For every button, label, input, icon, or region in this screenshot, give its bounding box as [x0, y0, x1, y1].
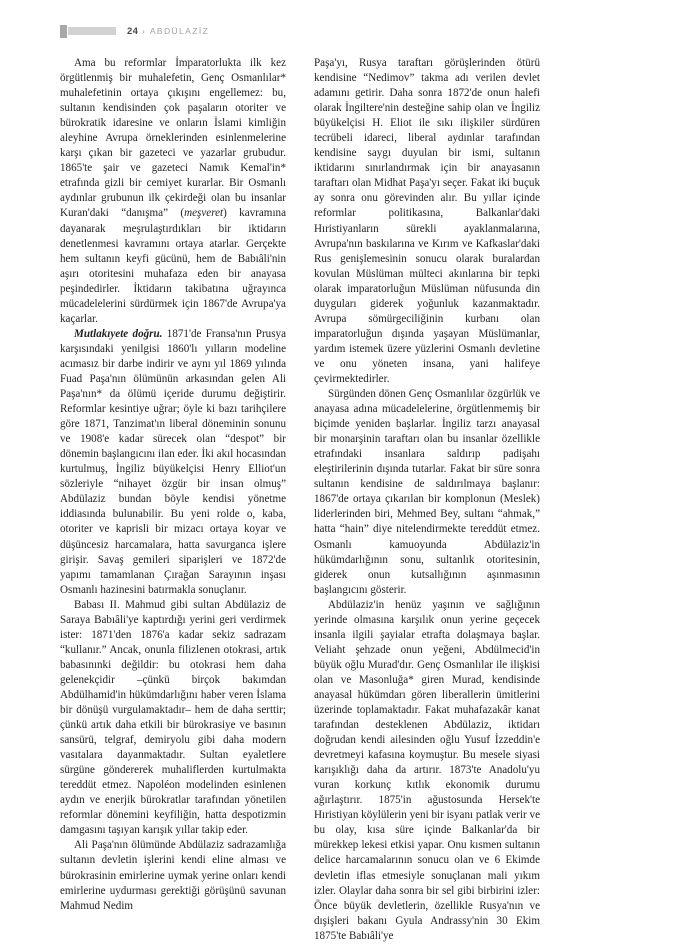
paragraph [60, 598, 286, 839]
paragraph-text: Paşa'yı, Rusya taraftarı görüşlerinden ötürü kendisine “Nedimov” takma adı verilen devlet adamını getirir. Daha sonra 1872'de onun halefi olarak İngiltere'nin desteğine sahip olan ve İngiliz büyükelçisi H. Eliot ile sıkı ilişkiler sürdüren tecrübeli idareci, liberal aydınlar tarafından kendisine saygı duyulan bir ismi, sultanın iktidarını sınırlandırmak için bir anayasanın taraftarı olan Midhat Paşa'yı seçer. Fakat iki buçuk ay sonra onu görevinden alır. Bu yıllar içinde reformlar politikasına, Balkanlar'daki Hıristiyanların sürekli ayaklanmalarına, Avrupa'nın baskılarına ve Kırım ve Kafkaslar'daki Rus genişlemesinin sonucu olarak buralardan kovulan Müslüman mülteci akınlarına bir tepki olarak imparatorluğun Müslüman nüfusunda din duyguları giderek yoğunluk kazanmaktadır. Avrupa sömürgeciliğinin kurbanı olan imparatorluğun dışında yaşayan Müslümanlar, yardım istemek üzere yüzlerini Osmanlı devletine ve onu yöneten insana, yani halifeye çevirmektedirler. [314, 57, 540, 385]
paragraph-text: Ali Paşa'nın ölümünde Abdülaziz sadrazamlığa sultanın devletin işlerini kendi eline alması ve bürokrasinin emirlerine uymak yerine onları kendi emirlerine uydurması gerektiği görüşünü savunan Mahmud Nedim [60, 839, 286, 912]
paragraph [314, 56, 540, 387]
running-head-rule-ornament [68, 27, 116, 35]
paragraph [60, 838, 286, 913]
paragraph-text-continued: ) kavramına dayanarak meşrulaştırdıkları bir iktidarın denetlenmesi kavramını ortaya atarlar. Gerçekte hem sultanın keyfi gücünü, hem de Babıâli'nin aşırı otoritesini muhafaza eden bir anayasa peşindedirler. İktidarın takibatına uğrayınca mücadelelerini sürdürmek için 1867'de Avrupa'ya kaçarlar. [60, 207, 286, 325]
paragraph [314, 387, 540, 598]
body-columns [60, 56, 640, 942]
paragraph-text: Abdülaziz'in henüz yaşının ve sağlığının yerinde olmasına karşılık onun yerine geçecek insanla ilgili şayialar etrafta dolaşmaya başlar. Veliaht şehzade onun yeğeni, Abdülmecid'in büyük oğlu Murad'dır. Genç Osmanlılar ile ilişkisi olan ve Masonluğa* giren Murad, kendisinde anayasal hükümdarı gören liberallerin ümitlerini üzerinde toplamaktadır. Fakat muhafazakâr kanat tarafından desteklenen Abdülaziz, iktidarı doğrudan kendi ailesinden oğlu Yusuf İzzeddin'e devretmeyi kafasına koymuştur. Bu mesele siyasi karışıklığı daha da artırır. 1873'te Anadolu'yu vuran korkunç kıtlık ekonomik durumu ağırlaştırır. 1875'in ağustosunda Hersek'te Hıristiyan köylülerin yeni bir isyanı patlak verir ve bu olay, kısa süre içinde Balkanlar'da bir mürekkep lekesi etkisi yapar. Onu kısmen sultanın delice harcamalarının sonucu olan ve 6 Ekimde devletin iflas etmesiyle sonuçlanan mali yıkım izler. Olaylar daha sonra bir sel gibi birbirini izler: Önce büyük devletlerin, özellikle Rusya'nın ve dışişleri bakanı Gyula Andrassy'nin 30 Ekim 1875'te Babıâli'ye [314, 598, 540, 942]
paragraph [314, 598, 540, 944]
paragraph-run-in-heading: Mutlakıyete doğru. [74, 327, 163, 340]
running-head-title: ABDÜLAZİZ [149, 26, 210, 36]
page-number: 24 [127, 25, 139, 37]
running-head-square-ornament [60, 25, 67, 38]
column-right [314, 56, 540, 942]
paragraph-text: 1871'de Fransa'nın Prusya karşısındaki yenilgisi 1860'lı yılların modeline acımasız bir darbe indirir ve aynı yıl 1869 yılında Fuad Paşa'nın ölümünün arkasından gelen Ali Paşa'nın* da ölümü içeride durumu değiştirir. Reformlar kesintiye uğrar; öyle ki bazı tarihçilere göre 1871, Tanzimat'ın liberal döneminin sonunu ve 1908'e kadar sürecek olan “despot” bir dönemin başlangıcını ilan eder. İki akıl hocasından kurtulmuş, İngiliz büyükelçisi Henry Elliot'un sözleriyle “nihayet özgür bir insan olmuş” Abdülaziz bundan böyle kendisi yönetme iddiasında bulunabilir. Bu yeni rolde o, kaba, otoriter ve kaprisli bir mizacı ortaya koyar ve düşüncesiz harcamalara, hatta savurganca işlere girişir. Savaş gemileri siparişleri ve 1872'de yapımı tamamlanan Çırağan Sarayının inşası Osmanlı hazinesini batırmakla sonuçlanır. [60, 327, 286, 596]
paragraph-text: Ama bu reformlar İmparatorlukta ilk kez örgütlenmiş bir muhalefetin, Genç Osmanlılar* muhalefetinin ortaya çıkışını engellemez: bu, sultanın kendisinden çok paşaların otoriter ve bürokratik idaresine ve onların İslami kimliğin aleyhine Avrupa örneklerinden esinlenmelerine karşı çıkan bir gazeteci ve yazarlar grubudur. 1865'te şair ve gazeteci Namık Kemal'in* etrafında gizli bir cemiyet kurarlar. Bir Osmanlı aydınlar grubunun ilk çekirdeği olan bu insanlar Kuran'daki “danışma” ( [60, 57, 286, 220]
paragraph-text: Sürgünden dönen Genç Osmanlılar özgürlük ve anayasa adına mücadelelerine, örgütlenmemiş bir biçimde yeniden başlarlar. İngiliz tarzı anayasal bir monarşinin taraftarı olan bu insanlar özellikle etrafındaki insanlara saldırıp padişahı eleştirilerinin dışında tutarlar. Fakat bir süre sonra sultanın kendisine de saldırılmaya başlanır: 1867'de ortaya çıkarılan bir komplonun (Meslek) liderlerinden biri, Mehmed Bey, sultanı “ahmak,” hatta “hain” diye nitelendirmekte tereddüt etmez. Osmanlı kamuoyunda Abdülaziz'in hükümdarlığının sonu, sultanlık otoritesinin, giderek onun kutsallığının aşınmasının başlangıcını gösterir. [314, 388, 540, 596]
paragraph-italic-term: meşveret [184, 207, 224, 220]
paragraph [60, 56, 286, 327]
running-head [60, 24, 209, 38]
breadcrumb-separator-icon: › [142, 26, 145, 36]
column-left [60, 56, 286, 912]
paragraph-text: Babası II. Mahmud gibi sultan Abdülaziz de Saraya Babıâli'ye kaptırdığı yerini geri verdirmek ister: 1871'den 1876'a kadar sekiz sadrazam “kullanır.” Ancak, onunla filizlenen otokrasi, artık babasınınki değildir: bu otokrasi hem daha gelenekçidir –çünkü birçok bakımdan Abdülhamid'in hükümdarlığını haber veren İslama bir dönüşü vurgulamaktadır– hem de daha serttir; çünkü artık daha etkili bir bürokrasiye ve basının sansürü, telgraf, demiryolu gibi daha modern vasıtalara dayanmaktadır. Sultan eyaletlere sürgüne göndererek muhaliflerden kurtulmakta tereddüt etmez. Napoléon modelinden esinlenen aydın ve enerjik bürokratlar tarafından yönetilen reformlar dönemini keyfiliğin, hatta despotizmin damgasını taşıyan karışık yıllar takip eder. [60, 598, 286, 837]
paragraph [60, 327, 286, 598]
